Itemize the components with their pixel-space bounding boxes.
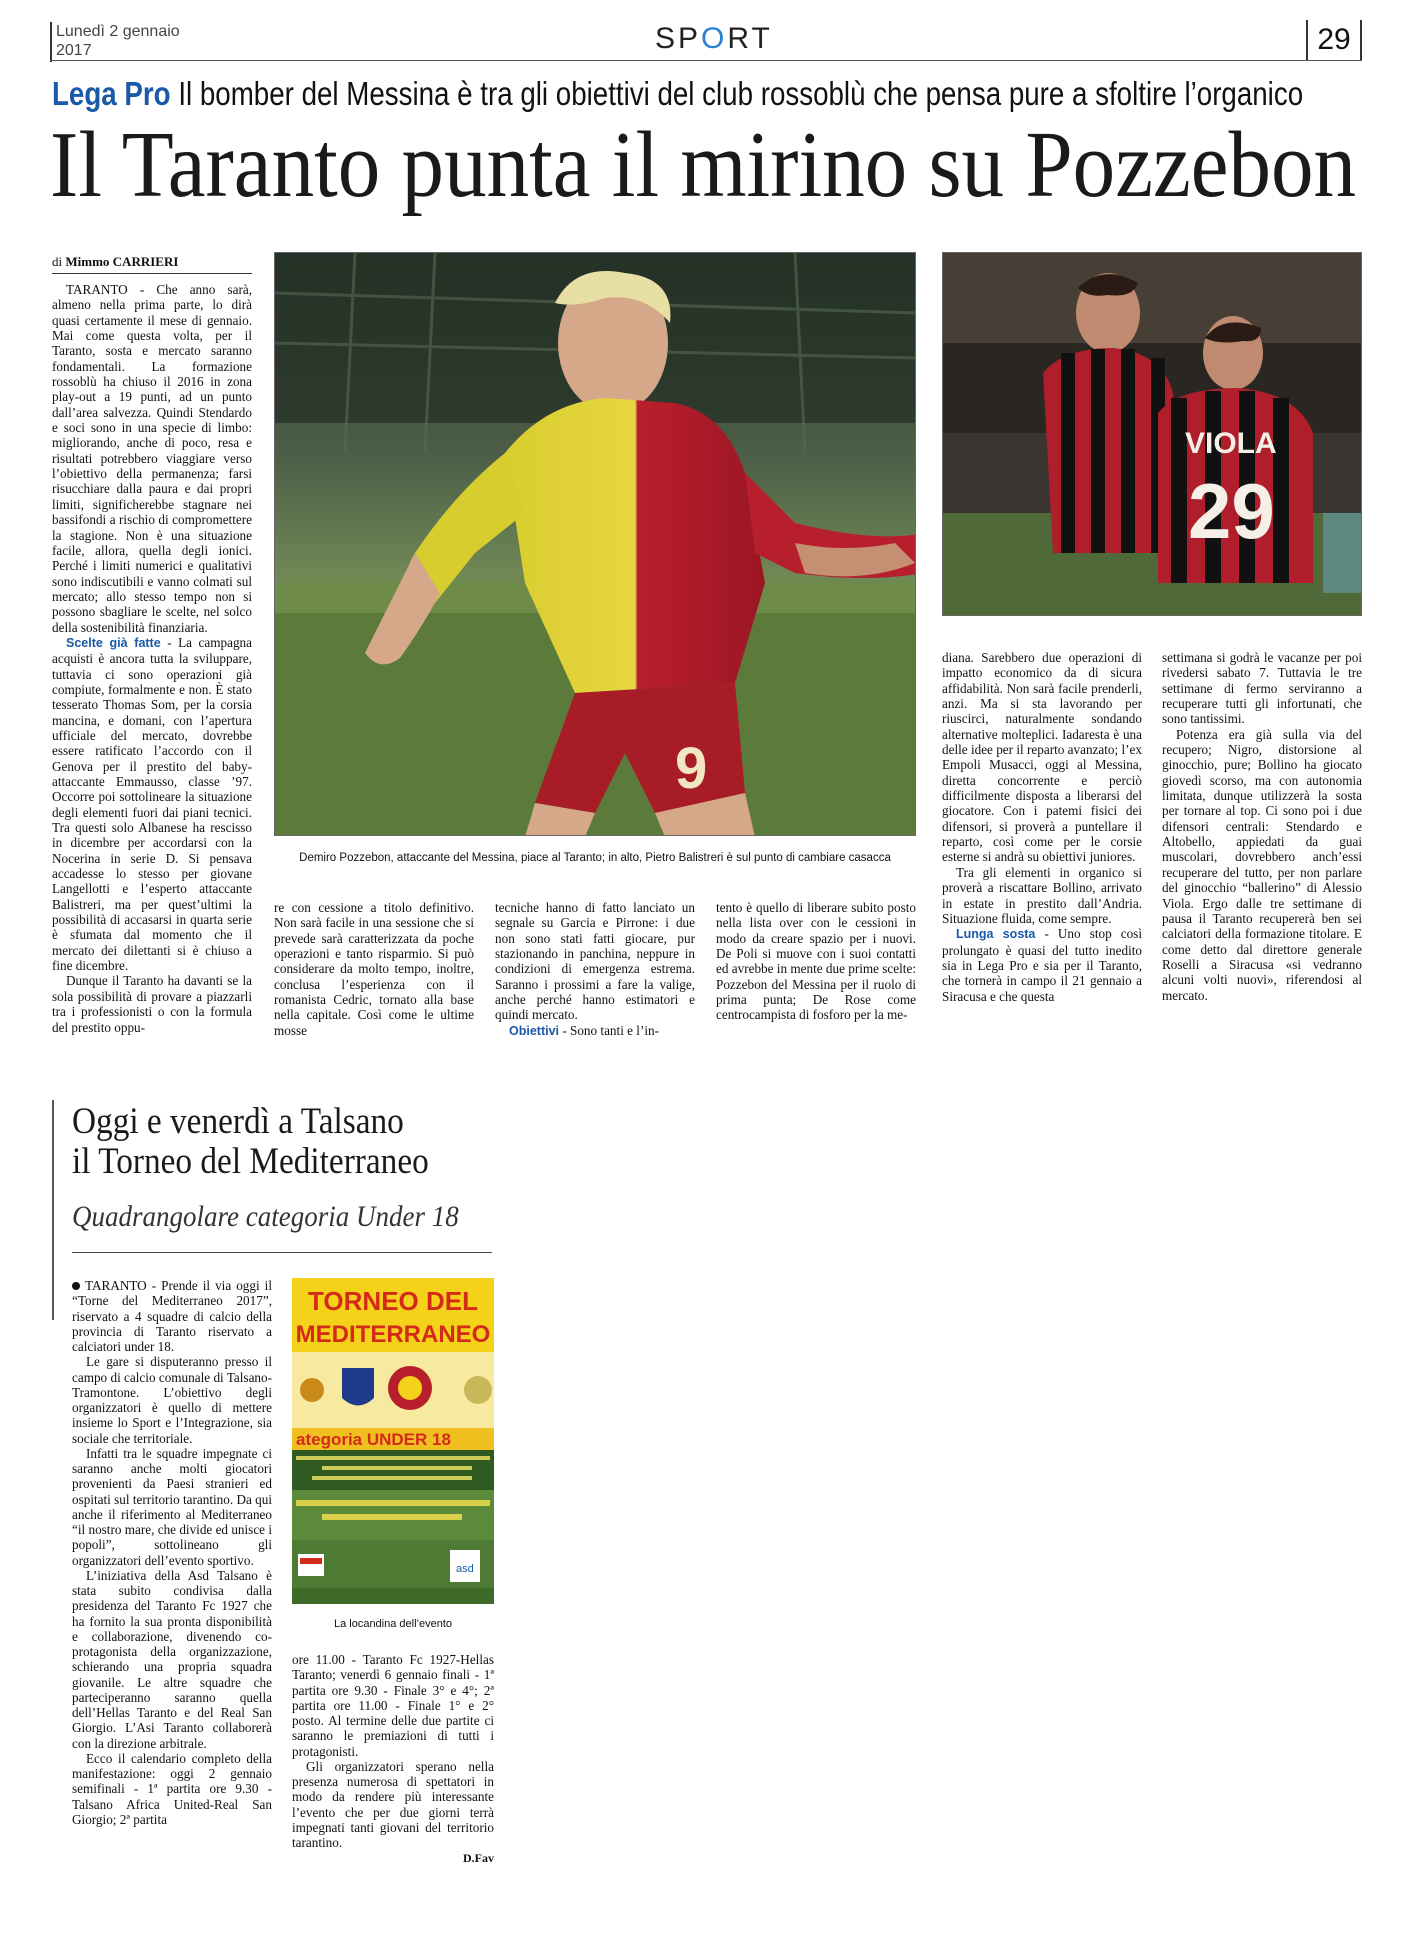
subheading: Obiettivi xyxy=(509,1023,560,1038)
jersey-name: VIOLA xyxy=(1185,427,1277,460)
article-paragraph xyxy=(942,926,1142,1004)
article-paragraph xyxy=(495,1023,695,1039)
team-logo-icon xyxy=(300,1378,324,1402)
poster-illustration xyxy=(292,1278,494,1604)
page-number: 29 xyxy=(1306,20,1362,60)
player-photo-illustration xyxy=(275,253,916,836)
team-logo-icon xyxy=(342,1368,374,1406)
section-logo-letter: O xyxy=(701,22,728,55)
signature: D.Fav xyxy=(463,1851,494,1866)
article-column-3 xyxy=(495,900,695,1039)
kicker-text: Il bomber del Messina è tra gli obiettivi del club rossoblù che pensa pure a sfoltire l’organico xyxy=(178,75,1304,112)
main-photo xyxy=(274,252,916,836)
box-left-rule xyxy=(52,1100,54,1320)
box-paragraph: ore 11.00 - Taranto Fc 1927-Hellas Taranto; venerdì 6 gennaio finali - 1ª partita ore 9.30 - Finale 3° e 4°; 2ª partita ore 11.00 - Finale 1° e 2° posto. Al termine delle due partite ci saranno le premiazioni di tutti i protagonisti. xyxy=(292,1652,494,1759)
article-column-6 xyxy=(1162,650,1362,1003)
kicker xyxy=(52,74,1304,114)
jersey-number: 29 xyxy=(1188,467,1275,555)
box-column-1 xyxy=(72,1278,272,1827)
article-paragraph: tecniche hanno di fatto lanciato un segnale su Garcia e Pirrone: i due non sono stati fatti giocare, pur stazionando in panchina, neppure in condizioni di emergenza estrema. Saranno i prossimi a fare la valige, anche perché hanno estimatori e quindi mercato. xyxy=(495,900,695,1023)
article-column-2 xyxy=(274,900,474,1038)
header-rule xyxy=(50,60,1362,61)
poster-category: ategoria UNDER 18 xyxy=(296,1430,451,1449)
subheading: Lunga sosta xyxy=(956,927,1036,942)
box-paragraph: L’iniziativa della Asd Talsano è stata subito condivisa dalla presidenza del Taranto Fc 1927 che ha fornito la sua pronta disponibilità e collaborazione, divenendo co-protagonista della organizzazione, schierando una propria squadra giovanile. Le altre squadre che parteciperanno saranno quella dell’Hellas Taranto e del Real San Giorgio. L’Asi Taranto collaborerà con la direzione arbitrale. xyxy=(72,1567,272,1751)
section-label: SPORT xyxy=(655,22,773,55)
article-text: - Sono tanti e l’in- xyxy=(559,1022,660,1038)
bullet-icon xyxy=(72,1282,80,1290)
article-paragraph: diana. Sarebbero due operazioni di impatto economico da di sicura affidabilità. Non sarà facile prenderli, anzi. Ma si sta lavorando per riuscirci, naturalmente sondando alternative molteplici. Iadaresta è una delle idee per il reparto avanzato; l’ex Empoli Musacci, oggi al Messina, diretta concorrente e perciò difficilmente disposta a liberarsi del giocatore. Con i patemi fisici dei difensori, si proverà a puntellare il reparto, così come per le corsie esterne si andrà su obiettivi juniores. xyxy=(942,650,1142,865)
article-paragraph: Tra gli elementi in organico si proverà a riscattare Bollino, arrivato in estate in prestito dall’Andria. Situazione fluida, come sempre. xyxy=(942,864,1142,926)
players-photo-illustration xyxy=(943,253,1362,616)
byline-prefix: di xyxy=(52,254,63,269)
headline: Il Taranto punta il mirino su Pozzebon xyxy=(50,113,1357,217)
box-headline-line: Oggi e venerdì a Talsano xyxy=(72,1101,404,1142)
article-column-4 xyxy=(716,900,916,1023)
box-subheadline: Quadrangolare categoria Under 18 xyxy=(72,1200,459,1233)
svg-text:asd: asd xyxy=(456,1563,474,1575)
tournament-poster xyxy=(292,1278,494,1604)
article-paragraph xyxy=(52,635,252,974)
box-signature-line xyxy=(292,1850,494,1866)
box-rule xyxy=(72,1252,492,1253)
kicker-label: Lega Pro xyxy=(52,75,171,112)
box-paragraph: Ecco il calendario completo della manifestazione: oggi 2 gennaio semifinali - 1ª partita ore 9.30 - Talsano Africa United-Real San Giorgio; 2ª partita xyxy=(72,1750,272,1827)
secondary-photo xyxy=(942,252,1362,616)
article-paragraph: Potenza era già sulla via del recupero; Nigro, distorsione al ginocchio, pure; Bollino ha giocato giovedì scorso, ma con autonomia limitata, dunque utilizzerà la sosta per tornare al top. Ci sono poi i due difensori centrali: Stendardo e Altobello, appiedati da guai muscolari, dovrebbero anch’essi recuperare del tutto, per non parlare del ginocchio “ballerino” di Alessio Viola. Ergo dalle tre settimane di pausa il Taranto recupererà ben sei calciatori della formazione titolare. E come detto dal direttore generale Roselli a Siracusa «si vedranno alcuni volti nuovi», riferendosi al mercato. xyxy=(1162,726,1362,1003)
box-paragraph: Infatti tra le squadre impegnate ci saranno anche molti giocatori provenienti da Paesi stranieri ed ospitati sul territorio tarantino. Da qui anche il riferimento al Mediterraneo “il nostro mare, che divide ed unisce i popoli”, sottolineano gli organizzatori dell’evento sportivo. xyxy=(72,1445,272,1568)
article-text: - Uno stop così prolungato è quasi del tutto inedito sia in Lega Pro e sia per il Taranto, che tornerà in campo il 21 gennaio a Siracusa e che questa xyxy=(942,926,1142,1004)
byline-author: Mimmo CARRIERI xyxy=(65,254,179,269)
box-headline-line: il Torneo del Mediterraneo xyxy=(72,1141,429,1182)
box-paragraph: Gli organizzatori sperano nella presenza numerosa di spettatori in modo da rendere più interessante l’evento che per due giorni terrà impegnati tanti giovani del territorio tarantino. xyxy=(292,1758,494,1850)
box-paragraph: Le gare si disputeranno presso il campo di calcio comunale di Talsano-Tramontone. L’obiettivo degli organizzatori è quello di mettere insieme lo Sport e l’Integrazione, sia sociale che territoriale. xyxy=(72,1354,272,1446)
date-line-year: 2017 xyxy=(56,42,92,59)
subheading: Scelte già fatte xyxy=(66,635,161,650)
section-title xyxy=(655,22,773,56)
poster-title-line: TORNEO DEL xyxy=(308,1286,478,1316)
poster-title-line: MEDITERRANEO xyxy=(295,1321,491,1348)
box-column-2 xyxy=(292,1652,494,1867)
poster-caption: La locandina dell’evento xyxy=(333,1618,453,1630)
box-text: TARANTO - Prende il via oggi il “Torne del Mediterraneo 2017”, riservato a 4 squadre di calcio della provincia di Taranto riservato a calciatori under 18. xyxy=(72,1278,272,1354)
byline xyxy=(52,254,252,274)
main-photo-caption: Demiro Pozzebon, attaccante del Messina, piace al Taranto; in alto, Pietro Balistreri è sul punto di cambiare casacca xyxy=(299,852,891,864)
article-paragraph: tento è quello di liberare subito posto nella lista over con le cessioni in modo da creare spazio per i nuovi. De Poli si muove con i suoi contatti ed avrebbe in mente due prime scelte: Pozzebon del Messina per il ruolo di prima punta; De Rose come centrocampista di fosforo per la me- xyxy=(716,900,916,1023)
article-column-5 xyxy=(942,650,1142,1004)
box-headline xyxy=(72,1102,429,1182)
article-paragraph: re con cessione a titolo definitivo. Non sarà facile in una sessione che si prevede sarà caratterizzata da poche operazioni e tanto risparmio. Si può considerare da molto tempo, inoltre, conclusa l’esperienza con il romanista Cedric, tornato alla base nella capitale. Così come le ultime mosse xyxy=(274,900,474,1038)
issue-date xyxy=(50,22,180,62)
date-line-day: Lunedì 2 gennaio xyxy=(56,23,180,40)
box-paragraph xyxy=(72,1278,272,1354)
jersey-number: 9 xyxy=(675,736,708,801)
article-paragraph: TARANTO - Che anno sarà, almeno nella prima parte, lo dirà quasi certamente il mese di gennaio. Mai come questa volta, per il Taranto, sosta e mercato saranno fondamentali. La formazione rossoblù ha chiuso il 2016 in zona play-out a 19 punti, ad un punto dall’area salvezza. Quindi Stendardo e soci sono in una specie di limbo: migliorando, anche di poco, resa e risultati potrebbero viaggiare verso l’obiettivo della permanenza; farsi risucchiare dalla paura e dai propri limiti, significherebbe stagnare nei bassifondi a rischio di compromettere la stagione. Non è una situazione facile, allora, quella degli ionici. Perché i limiti numerici e qualitativi sono indiscutibili e vanno colmati sul mercato; allo stesso tempo non si possono sbagliare le scelte, nel solco della sostenibilità finanziaria. xyxy=(52,282,252,635)
article-paragraph: settimana si godrà le vacanze per poi rivedersi sabato 7. Tuttavia le tre settimane di fermo serviranno a recuperare tutti gli infortunati, che sono tantissimi. xyxy=(1162,650,1362,727)
team-logo-icon xyxy=(464,1376,492,1404)
article-text: - La campagna acquisti è ancora tutta la sviluppare, tuttavia ci sono operazioni già compiute, formalmente e non. È stato tesserato Thomas Som, per la corsia mancina, e domani, con l’apertura ufficiale del mercato, dovrebbe essere ratificato l’accordo con il Genova per il prestito del baby-attaccante Emmausso, classe ’97. Occorre poi sottolineare la situazione degli elementi fuori dai piani tecnici. Tra questi solo Albanese ha rescisso in dicembre per accordarsi con la Nocerina in serie D. Si pensava accadesse lo stesso per giovane Langellotti e l’esperto attaccante Balistreri, ma per quest’ultimi la possibilità di accasarsi in quarta serie è sfumata dal momento che il mercato dei dilettanti si è chiuso a fine dicembre. xyxy=(52,634,252,974)
article-column-1 xyxy=(52,282,252,1035)
article-paragraph: Dunque il Taranto ha davanti se la sola possibilità di provare a piazzarli tra i professionisti o con la formula del prestito oppu- xyxy=(52,973,252,1035)
